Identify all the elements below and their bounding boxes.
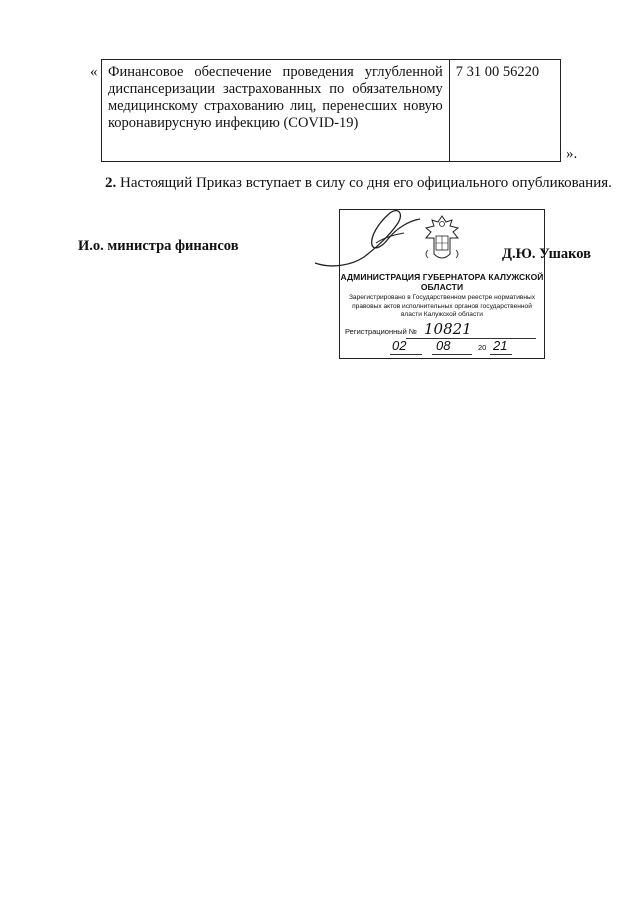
- reg-number-label: Регистрационный №: [345, 327, 417, 336]
- point-2-paragraph: [105, 175, 612, 192]
- date-year-suffix: 21: [493, 338, 508, 353]
- reg-number: 10821: [424, 320, 472, 338]
- coat-of-arms-icon: [420, 214, 464, 264]
- opening-quote: «: [90, 64, 98, 80]
- table-row: [102, 60, 561, 162]
- closing-quote: ».: [566, 146, 578, 162]
- date-day-underline: [390, 354, 422, 355]
- date-year-underline: [490, 354, 512, 355]
- date-month-underline: [432, 354, 472, 355]
- date-day: 02: [392, 338, 407, 353]
- signer-name: Д.Ю. Ушаков: [502, 246, 592, 262]
- signer-position: И.о. министра финансов: [78, 238, 239, 254]
- point-text: Настоящий Приказ вступает в силу со дня его официального опубликования.: [120, 175, 612, 191]
- budget-classification-table: [101, 59, 561, 162]
- point-number: 2.: [105, 175, 117, 191]
- reg-number-underline: [406, 338, 536, 339]
- row-description: Финансовое обеспечение проведения углубленной диспансеризации застрахованных по обязательному медицинскому страхованию лиц, перенесших новую коронавирусную инфекцию (COVID-19): [102, 60, 450, 162]
- date-month: 08: [436, 338, 451, 353]
- date-year-prefix: 20: [478, 343, 487, 352]
- registration-stamp: [339, 209, 545, 359]
- stamp-administration-name: АДМИНИСТРАЦИЯ ГУБЕРНАТОРА КАЛУЖСКОЙ ОБЛАСТИ: [340, 272, 544, 292]
- row-code: 7 31 00 56220: [449, 60, 560, 162]
- stamp-registration-text: Зарегистрировано в Государственном реестре нормативных правовых актов исполнительных органов государственной власти Калужской области: [348, 294, 536, 318]
